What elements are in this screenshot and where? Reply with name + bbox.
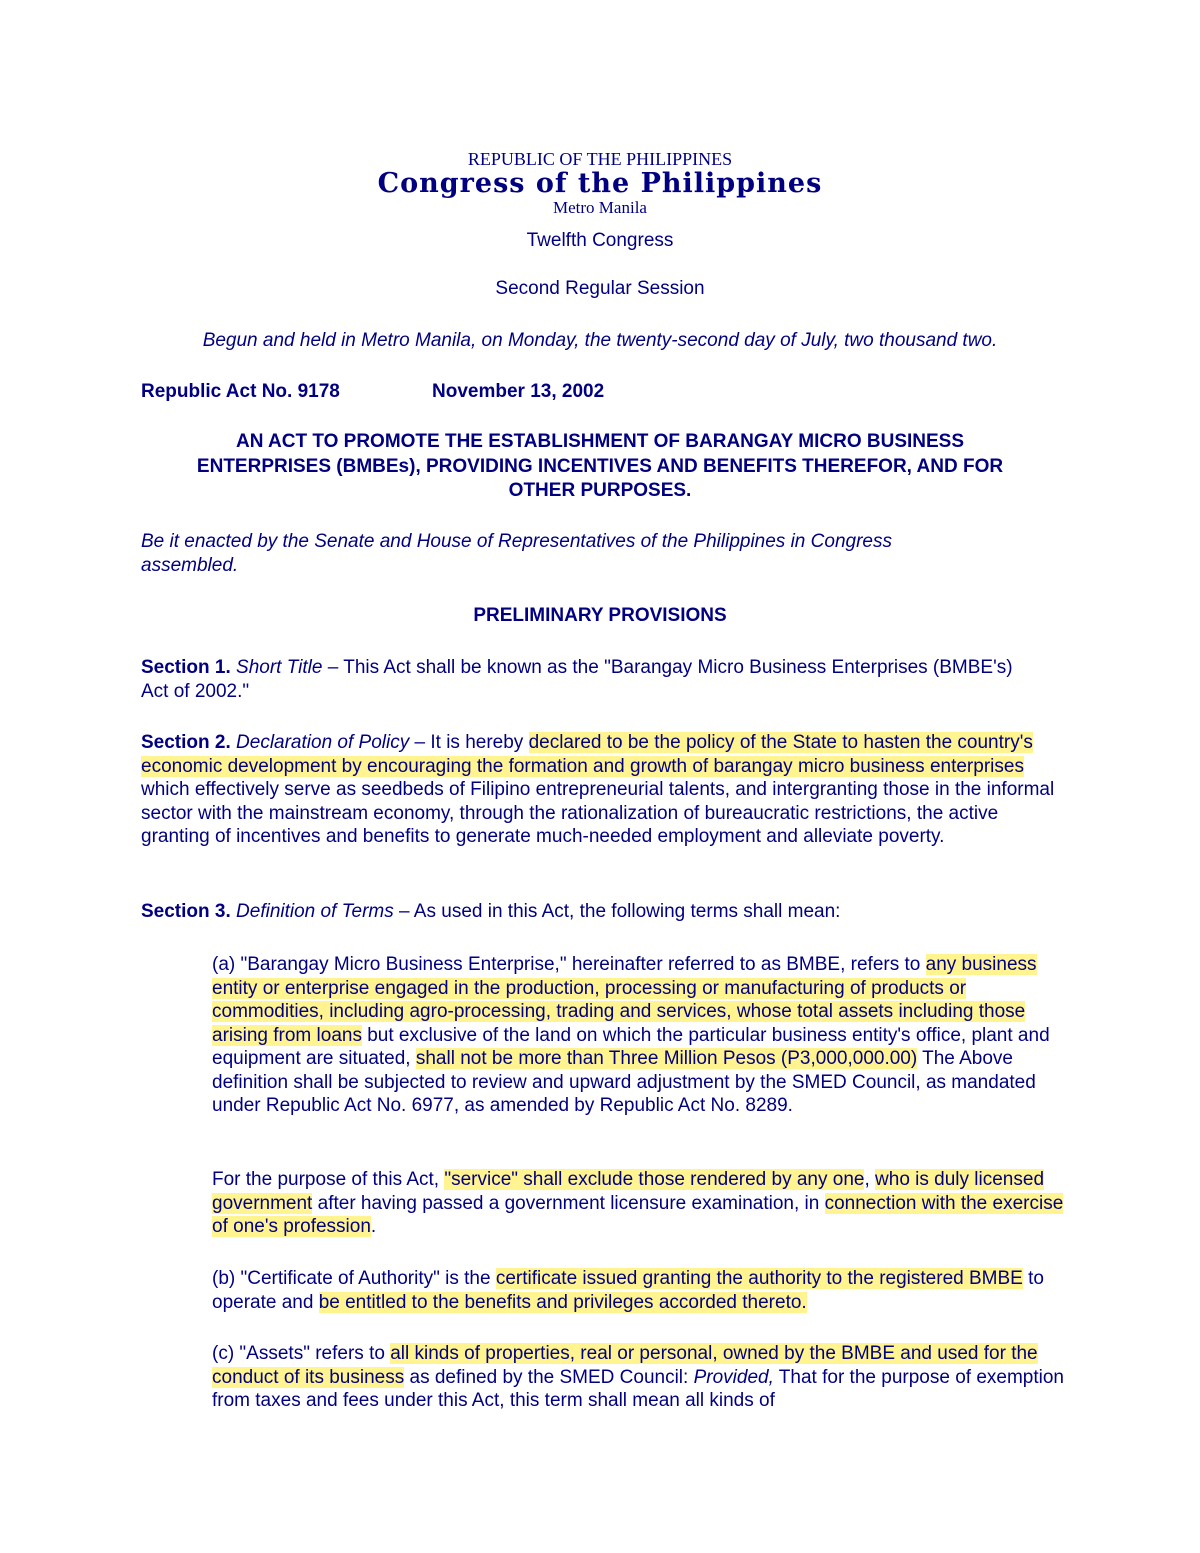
- section-1-text: – This Act shall be known as the "Barangay Micro Business Enterprises (BMBE's) Act of 2002.": [141, 657, 1013, 702]
- service-text-3: after having passed a government licensure examination, in: [312, 1192, 825, 1214]
- act-title-line-3: OTHER PURPOSES.: [508, 480, 692, 501]
- section-2-text-1: – It is hereby: [409, 732, 529, 753]
- definition-c-text-1: (c) "Assets" refers to: [212, 1343, 391, 1364]
- service-text-1: For the purpose of this Act,: [212, 1169, 445, 1190]
- definition-a-highlight-1: any business entity or enterprise engaged in the production, processing or manufacturing of products or commodities, including agro-processing, trading and services, whose total assets including those arising from loans: [212, 954, 1037, 1046]
- republic-heading: REPUBLIC OF THE PHILIPPINES: [467, 149, 733, 169]
- section-1-title: Short Title: [236, 657, 323, 678]
- service-highlight-2: who is duly licensed government: [212, 1169, 1045, 1214]
- definition-a-highlight-2: shall not be more than Three Million Pesos (P3,000,000.00): [415, 1048, 918, 1069]
- begun-line: Begun and held in Metro Manila, on Monday, the twenty-second day of July, two thousand two.: [202, 330, 998, 351]
- enacting-line-1: Be it enacted by the Senate and House of Representatives of the Philippines in Congress: [141, 531, 892, 552]
- section-2-label: Section 2.: [141, 732, 231, 753]
- definition-c-text-3: That for the purpose of exemption from taxes and fees under this Act, this term shall mean all kinds of: [212, 1366, 1064, 1411]
- congress-heading: Congress of the Philippines: [377, 168, 823, 199]
- section-1: [141, 656, 1021, 703]
- definition-b-highlight-1: certificate issued granting the authority to the registered BMBE: [495, 1268, 1023, 1289]
- service-paragraph: [212, 1168, 1067, 1239]
- definition-c-text-2: as defined by the SMED Council:: [404, 1366, 694, 1388]
- session-line: Second Regular Session: [495, 278, 705, 299]
- definition-b-text-1: (b) "Certificate of Authority" is the: [212, 1268, 496, 1289]
- location-heading: Metro Manila: [553, 198, 647, 217]
- definition-b-text-2: to operate and: [212, 1268, 1044, 1313]
- service-text-2: ,: [864, 1169, 876, 1190]
- section-1-label: Section 1.: [141, 657, 231, 678]
- act-title: [0, 430, 1200, 504]
- act-title-line-1: AN ACT TO PROMOTE THE ESTABLISHMENT OF BARANGAY MICRO BUSINESS: [235, 431, 965, 452]
- preliminary-heading: PRELIMINARY PROVISIONS: [473, 605, 727, 626]
- section-2-title: Declaration of Policy: [236, 732, 410, 753]
- section-3: [141, 900, 1081, 924]
- section-3-intro: – As used in this Act, the following terms shall mean:: [393, 901, 841, 922]
- definition-a-text-1: (a) "Barangay Micro Business Enterprise," hereinafter referred to as BMBE, refers to: [212, 954, 926, 975]
- definition-a: [212, 953, 1067, 1118]
- section-3-label: Section 3.: [141, 901, 231, 922]
- act-date: November 13, 2002: [432, 381, 605, 402]
- definition-a-text-2: but exclusive of the land on which the particular business entity's office, plant and equipment are situated,: [212, 1024, 1050, 1069]
- enacting-clause: [141, 530, 892, 577]
- section-2: [141, 731, 1061, 849]
- congress-number: Twelfth Congress: [526, 230, 674, 251]
- service-highlight-3: connection with the exercise of one's profession: [212, 1192, 1064, 1237]
- act-number: Republic Act No. 9178: [141, 381, 340, 402]
- definition-b-highlight-2: be entitled to the benefits and privileges accorded thereto.: [318, 1291, 807, 1313]
- service-highlight-1: "service" shall exclude those rendered by any one: [444, 1169, 865, 1190]
- definition-c-provided: Provided,: [693, 1366, 774, 1388]
- act-title-line-2: ENTERPRISES (BMBEs), PROVIDING INCENTIVES AND BENEFITS THEREFOR, AND FOR: [196, 455, 1004, 477]
- definition-c: [212, 1342, 1067, 1413]
- section-3-title: Definition of Terms: [236, 901, 394, 922]
- section-2-text-2: which effectively serve as seedbeds of Filipino entrepreneurial talents, and intergranting those in the informal sector with the mainstream economy, through the rationalization of bureaucratic restrictions, the active granting of incentives and benefits to generate much-needed employment and alleviate poverty.: [141, 779, 1055, 847]
- service-text-4: .: [370, 1216, 377, 1237]
- section-2-highlight: declared to be the policy of the State to hasten the country's economic development by encouraging the formation and growth of barangay micro business enterprises: [141, 732, 1033, 777]
- definition-a-text-3: The Above definition shall be subjected to review and upward adjustment by the SMED Council, as mandated under Republic Act No. 6977, as amended by Republic Act No. 8289.: [212, 1048, 1036, 1116]
- definition-b: [212, 1267, 1067, 1314]
- definition-c-highlight-1: all kinds of properties, real or personal, owned by the BMBE and used for the conduct of its business: [212, 1343, 1038, 1388]
- enacting-line-2: assembled.: [141, 554, 239, 576]
